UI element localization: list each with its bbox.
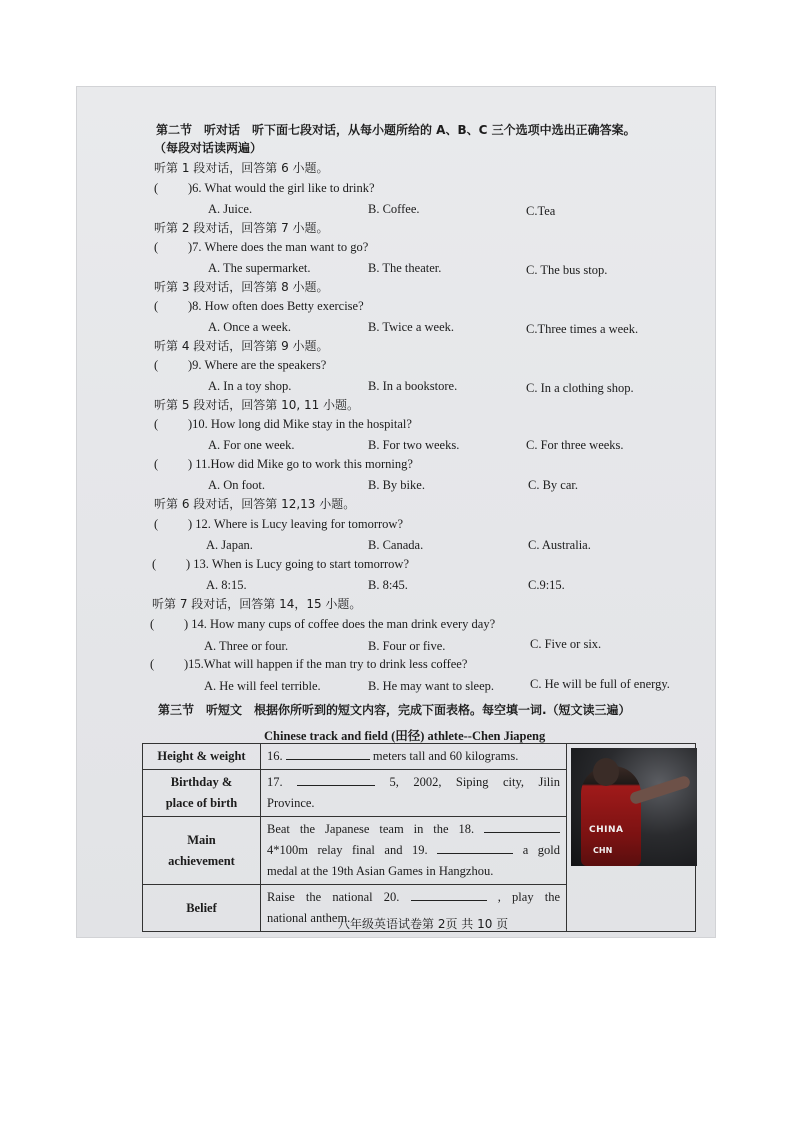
dialogue-intro-4: 听第 4 段对话，回答第 9 小题。 — [154, 339, 329, 353]
jersey-bib: CHN — [593, 846, 613, 855]
athlete-table — [142, 743, 696, 932]
dialogue-intro-7: 听第 7 段对话，回答第 14，15 小题。 — [152, 597, 362, 611]
athlete-photo — [571, 748, 697, 866]
section3-heading: 第三节 听短文 根据你所听到的短文内容，完成下面表格。每空填一词.（短文读三遍） — [158, 703, 631, 717]
question-8: ( )8. How often does Betty exercise? — [154, 299, 364, 313]
q15-option-a[interactable]: A. He will feel terrible. — [204, 679, 321, 693]
q12-option-c[interactable]: C. Australia. — [528, 538, 591, 552]
q10-option-b[interactable]: B. For two weeks. — [368, 438, 460, 452]
q14-option-b[interactable]: B. Four or five. — [368, 639, 446, 653]
question-15: ( )15.What will happen if the man try to drink less coffee? — [150, 657, 468, 671]
q6-option-a[interactable]: A. Juice. — [208, 202, 253, 216]
q10-option-a[interactable]: A. For one week. — [208, 438, 295, 452]
q8-option-c[interactable]: C.Three times a week. — [526, 322, 639, 336]
question-7: ( )7. Where does the man want to go? — [154, 240, 369, 254]
q11-option-b[interactable]: B. By bike. — [368, 478, 425, 492]
scanned-page — [76, 86, 716, 938]
q9-option-c[interactable]: C. In a clothing shop. — [526, 381, 634, 395]
athlete-photo-cell — [567, 744, 696, 932]
row-label-height-weight: Height & weight — [143, 744, 261, 770]
row-value-achievement: Beat the Japanese team in the 18. 4*100m relay final and 19. a gold medal at the 19th Asian Games in Hangzhou. — [261, 817, 567, 885]
row-value-birthday: 17. 5, 2002, Siping city, Jilin Province. — [261, 770, 567, 817]
page-footer: 八年级英语试卷第 2页 共 10 页 — [338, 917, 509, 931]
q13-option-a[interactable]: A. 8:15. — [206, 578, 247, 592]
q7-option-c[interactable]: C. The bus stop. — [526, 263, 608, 277]
q7-option-b[interactable]: B. The theater. — [368, 261, 442, 275]
q8-option-a[interactable]: A. Once a week. — [208, 320, 291, 334]
q8-option-b[interactable]: B. Twice a week. — [368, 320, 455, 334]
dialogue-intro-5: 听第 5 段对话，回答第 10, 11 小题。 — [154, 398, 360, 412]
q6-option-b[interactable]: B. Coffee. — [368, 202, 420, 216]
row-label-belief: Belief — [143, 885, 261, 932]
dialogue-intro-2: 听第 2 段对话，回答第 7 小题。 — [154, 221, 329, 235]
table-title: Chinese track and field (田径) athlete--Chen Jiapeng — [264, 729, 546, 743]
q15-option-c[interactable]: C. He will be full of energy. — [530, 677, 670, 691]
q9-option-a[interactable]: A. In a toy shop. — [208, 379, 292, 393]
q14-option-a[interactable]: A. Three or four. — [204, 639, 289, 653]
question-11: ( ) 11.How did Mike go to work this morning? — [154, 457, 413, 471]
q7-option-a[interactable]: A. The supermarket. — [208, 261, 311, 275]
q10-option-c[interactable]: C. For three weeks. — [526, 438, 624, 452]
question-13: ( ) 13. When is Lucy going to start tomorrow? — [152, 557, 410, 571]
athlete-arm — [629, 775, 692, 806]
answer-blank-16[interactable] — [286, 746, 370, 760]
row-label-achievement: Main achievement — [143, 817, 261, 885]
dialogue-intro-3: 听第 3 段对话，回答第 8 小题。 — [154, 280, 329, 294]
q11-option-a[interactable]: A. On foot. — [208, 478, 265, 492]
question-14: ( ) 14. How many cups of coffee does the man drink every day? — [150, 617, 496, 631]
athlete-head — [593, 758, 619, 786]
row-label-birthday: Birthday & place of birth — [143, 770, 261, 817]
section2-heading: 第二节 听对话 听下面七段对话，从每小题所给的 A、B、C 三个选项中选出正确答案。 — [156, 123, 636, 137]
question-12: ( ) 12. Where is Lucy leaving for tomorrow? — [154, 517, 403, 531]
q14-option-c[interactable]: C. Five or six. — [530, 637, 602, 651]
question-9: ( )9. Where are the speakers? — [154, 358, 327, 372]
jersey-text: CHINA — [589, 825, 624, 835]
row-value-belief: Raise the national 20. , play the national anthem. — [261, 885, 567, 932]
row-value-height-weight: 16. meters tall and 60 kilograms. — [261, 744, 567, 770]
question-6: ( )6. What would the girl like to drink? — [154, 181, 375, 195]
answer-blank-20[interactable] — [411, 887, 487, 901]
q13-option-c[interactable]: C.9:15. — [528, 578, 565, 592]
q15-option-b[interactable]: B. He may want to sleep. — [368, 679, 495, 693]
dialogue-intro-1: 听第 1 段对话，回答第 6 小题。 — [154, 161, 329, 175]
q11-option-c[interactable]: C. By car. — [528, 478, 578, 492]
answer-blank-18[interactable] — [484, 819, 560, 833]
table-row — [143, 744, 696, 770]
question-10: ( )10. How long did Mike stay in the hospital? — [154, 417, 412, 431]
q13-option-b[interactable]: B. 8:45. — [368, 578, 408, 592]
section2-subheading: （每段对话读两遍） — [154, 141, 263, 155]
answer-blank-19[interactable] — [437, 840, 513, 854]
q12-option-b[interactable]: B. Canada. — [368, 538, 424, 552]
q9-option-b[interactable]: B. In a bookstore. — [368, 379, 458, 393]
q6-option-c[interactable]: C.Tea — [526, 204, 556, 218]
dialogue-intro-6: 听第 6 段对话，回答第 12,13 小题。 — [154, 497, 356, 511]
q12-option-a[interactable]: A. Japan. — [206, 538, 253, 552]
answer-blank-17[interactable] — [297, 772, 375, 786]
